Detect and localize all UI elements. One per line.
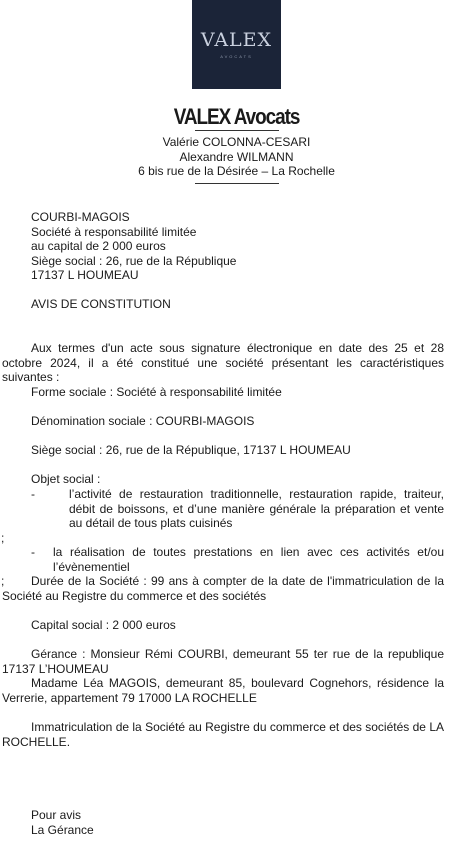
firm-name: VALEX Avocats [173,104,300,129]
closing-block [31,808,446,837]
objet-label: Objet social : [31,472,101,486]
list-item [2,545,444,574]
siege-social: Siège social : 26, rue de la République, 17137 L HOUMEAU [31,443,351,457]
duree-text: Durée de la Société : 99 ans à compter de la date de l'immatriculation de la Société au Registre du commerce et des sociétés [2,574,444,603]
intro-paragraph [2,341,444,385]
immatriculation-text: Immatriculation de la Société au Registre du commerce et des sociétés de LA ROCHELLE. [2,720,444,749]
list-end: ; [1,574,5,588]
firm-contact [0,135,473,179]
header-rule-top [195,130,279,131]
header-rule-bottom [195,183,279,184]
objet-item-2: la réalisation de toutes prestations en lien avec ces activités et/ou l’évènementiel [53,545,444,574]
firm-logo [192,0,281,89]
partner-1: Valérie COLONNA-CESARI [162,135,311,149]
immatriculation-paragraph [2,720,444,749]
list-dash: - [31,545,35,559]
duree-paragraph [2,574,444,603]
denomination-sociale: Dénomination sociale : COURBI-MAGOIS [31,414,255,428]
company-city: 17137 L HOUMEAU [31,268,139,282]
notice-title: AVIS DE CONSTITUTION [31,297,171,311]
list-dash: - [31,487,35,501]
company-form: Société à responsabilité limitée [31,224,197,239]
closing-signature: La Gérance [31,822,94,837]
company-seat: Siège social : 26, rue de la République [31,253,237,268]
logo-subline: AVOCATS [220,53,253,59]
gerance-paragraph [2,647,444,705]
logo-wordmark: VALEX [200,28,273,51]
firm-address: 6 bis rue de la Désirée – La Rochelle [138,164,335,178]
objet-item-1: l’activité de restauration traditionnelle, restauration rapide, traiteur, débit de boissons, et d’une manière générale la préparation et vente au détail de tous plats cuisinés [69,487,444,530]
closing-line-1: Pour avis [31,808,82,822]
list-end: ; [1,530,5,545]
company-name: COURBI-MAGOIS [31,210,130,224]
capital-social: Capital social : 2 000 euros [31,618,176,632]
company-block [31,210,446,283]
partner-2: Alexandre WILMANN [179,149,294,164]
list-item [2,487,444,531]
intro-text: Aux termes d'un acte sous signature électronique en date des 25 et 28 octobre 2024, il a été constitué une société présentant les caractéristiques suivantes : [2,341,444,384]
forme-sociale: Forme sociale : Société à responsabilité limitée [31,385,282,399]
company-capital: au capital de 2 000 euros [31,239,166,253]
gerance-line-1: Gérance : Monsieur Rémi COURBI, demeurant 55 ter rue de la republique 17137 L’HOUMEAU [2,647,444,676]
gerance-line-2: Madame Léa MAGOIS, demeurant 85, boulevard Cognehors, résidence la Verrerie, appartement 79 17000 LA ROCHELLE [2,676,444,705]
